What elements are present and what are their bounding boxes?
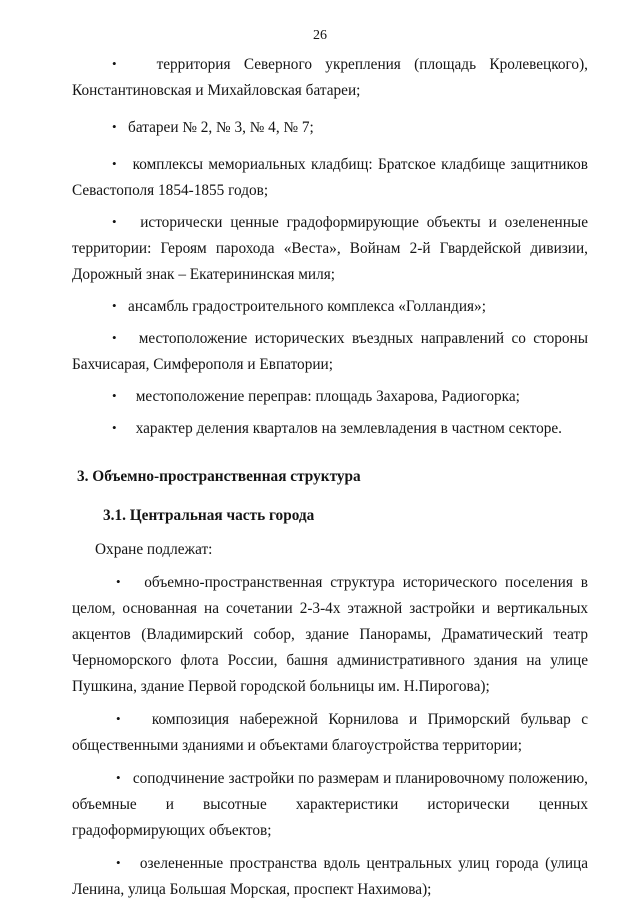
list-item (72, 325, 588, 378)
bullet-icon: • (112, 156, 117, 171)
list-item (72, 569, 588, 700)
list-item-text: композиция набережной Корнилова и Приморский бульвар с общественными зданиями и объектами благоустройства территории; (72, 711, 588, 754)
list-item (72, 51, 588, 104)
bullet-icon: • (112, 420, 117, 435)
list-item (72, 151, 588, 204)
bullet-icon: • (112, 119, 117, 134)
list-item-text: батареи № 2, № 3, № 4, № 7; (128, 119, 314, 136)
list-item (72, 383, 588, 410)
list-item (72, 850, 588, 903)
bullet-icon: • (112, 330, 117, 345)
list-item (72, 293, 588, 320)
list-item-text: озелененные пространства вдоль центральных улиц города (улица Ленина, улица Большая Морская, проспект Нахимова); (72, 855, 588, 898)
list-item (72, 209, 588, 288)
list-item-text: исторически ценные градоформирующие объекты и озелененные территории: Героям парохода «Веста», Войнам 2-й Гвардейской дивизии, Дорожный знак – Екатерининская миля; (72, 214, 588, 283)
page-number: 26 (313, 28, 327, 43)
bullet-icon: • (116, 711, 121, 726)
list-item-text: соподчинение застройки по размерам и планировочному положению, объемные и высотные характеристики исторически ценных градоформирующих объектов; (72, 770, 588, 839)
list-item-text: местоположение переправ: площадь Захарова, Радиогорка; (135, 388, 520, 405)
list-item-text: местоположение исторических въездных направлений со стороны Бахчисарая, Симферополя и Евпатории; (72, 330, 588, 373)
bullet-icon: • (116, 574, 121, 589)
bullet-icon: • (112, 214, 117, 229)
list-item-text: комплексы мемориальных кладбищ: Братское кладбище защитников Севастополя 1854-1855 годов; (72, 156, 588, 199)
section-heading: 3. Объемно-пространственная структура (77, 468, 361, 485)
bullet-icon: • (116, 770, 121, 785)
bullet-icon: • (112, 388, 117, 403)
list-item-text: ансамбль градостроительного комплекса «Голландия»; (128, 298, 486, 315)
bullet-icon: • (112, 298, 117, 313)
bullet-icon: • (112, 56, 117, 71)
list-item (72, 415, 588, 442)
list-item (72, 114, 588, 141)
lead-text: Охране подлежат: (95, 541, 213, 558)
list-item (72, 706, 588, 759)
list-item-text: объемно-пространственная структура исторического поселения в целом, основанная на сочетании 2-3-4х этажной застройки и вертикальных акцентов (Владимирский собор, здание Панорамы, Драматический театр Черноморского флота России, башня административного здания на улице Пушкина, здание Первой городской больницы им. Н.Пирогова); (72, 574, 588, 695)
list-item-text: характер деления кварталов на землевладения в частном секторе. (135, 420, 563, 437)
document-body (72, 51, 588, 903)
bullet-icon: • (116, 855, 121, 870)
subsection-heading: 3.1. Центральная часть города (103, 507, 315, 524)
list-item-text: территория Северного укрепления (площадь Кролевецкого), Константиновская и Михайловская батареи; (72, 56, 588, 99)
list-item (72, 765, 588, 844)
